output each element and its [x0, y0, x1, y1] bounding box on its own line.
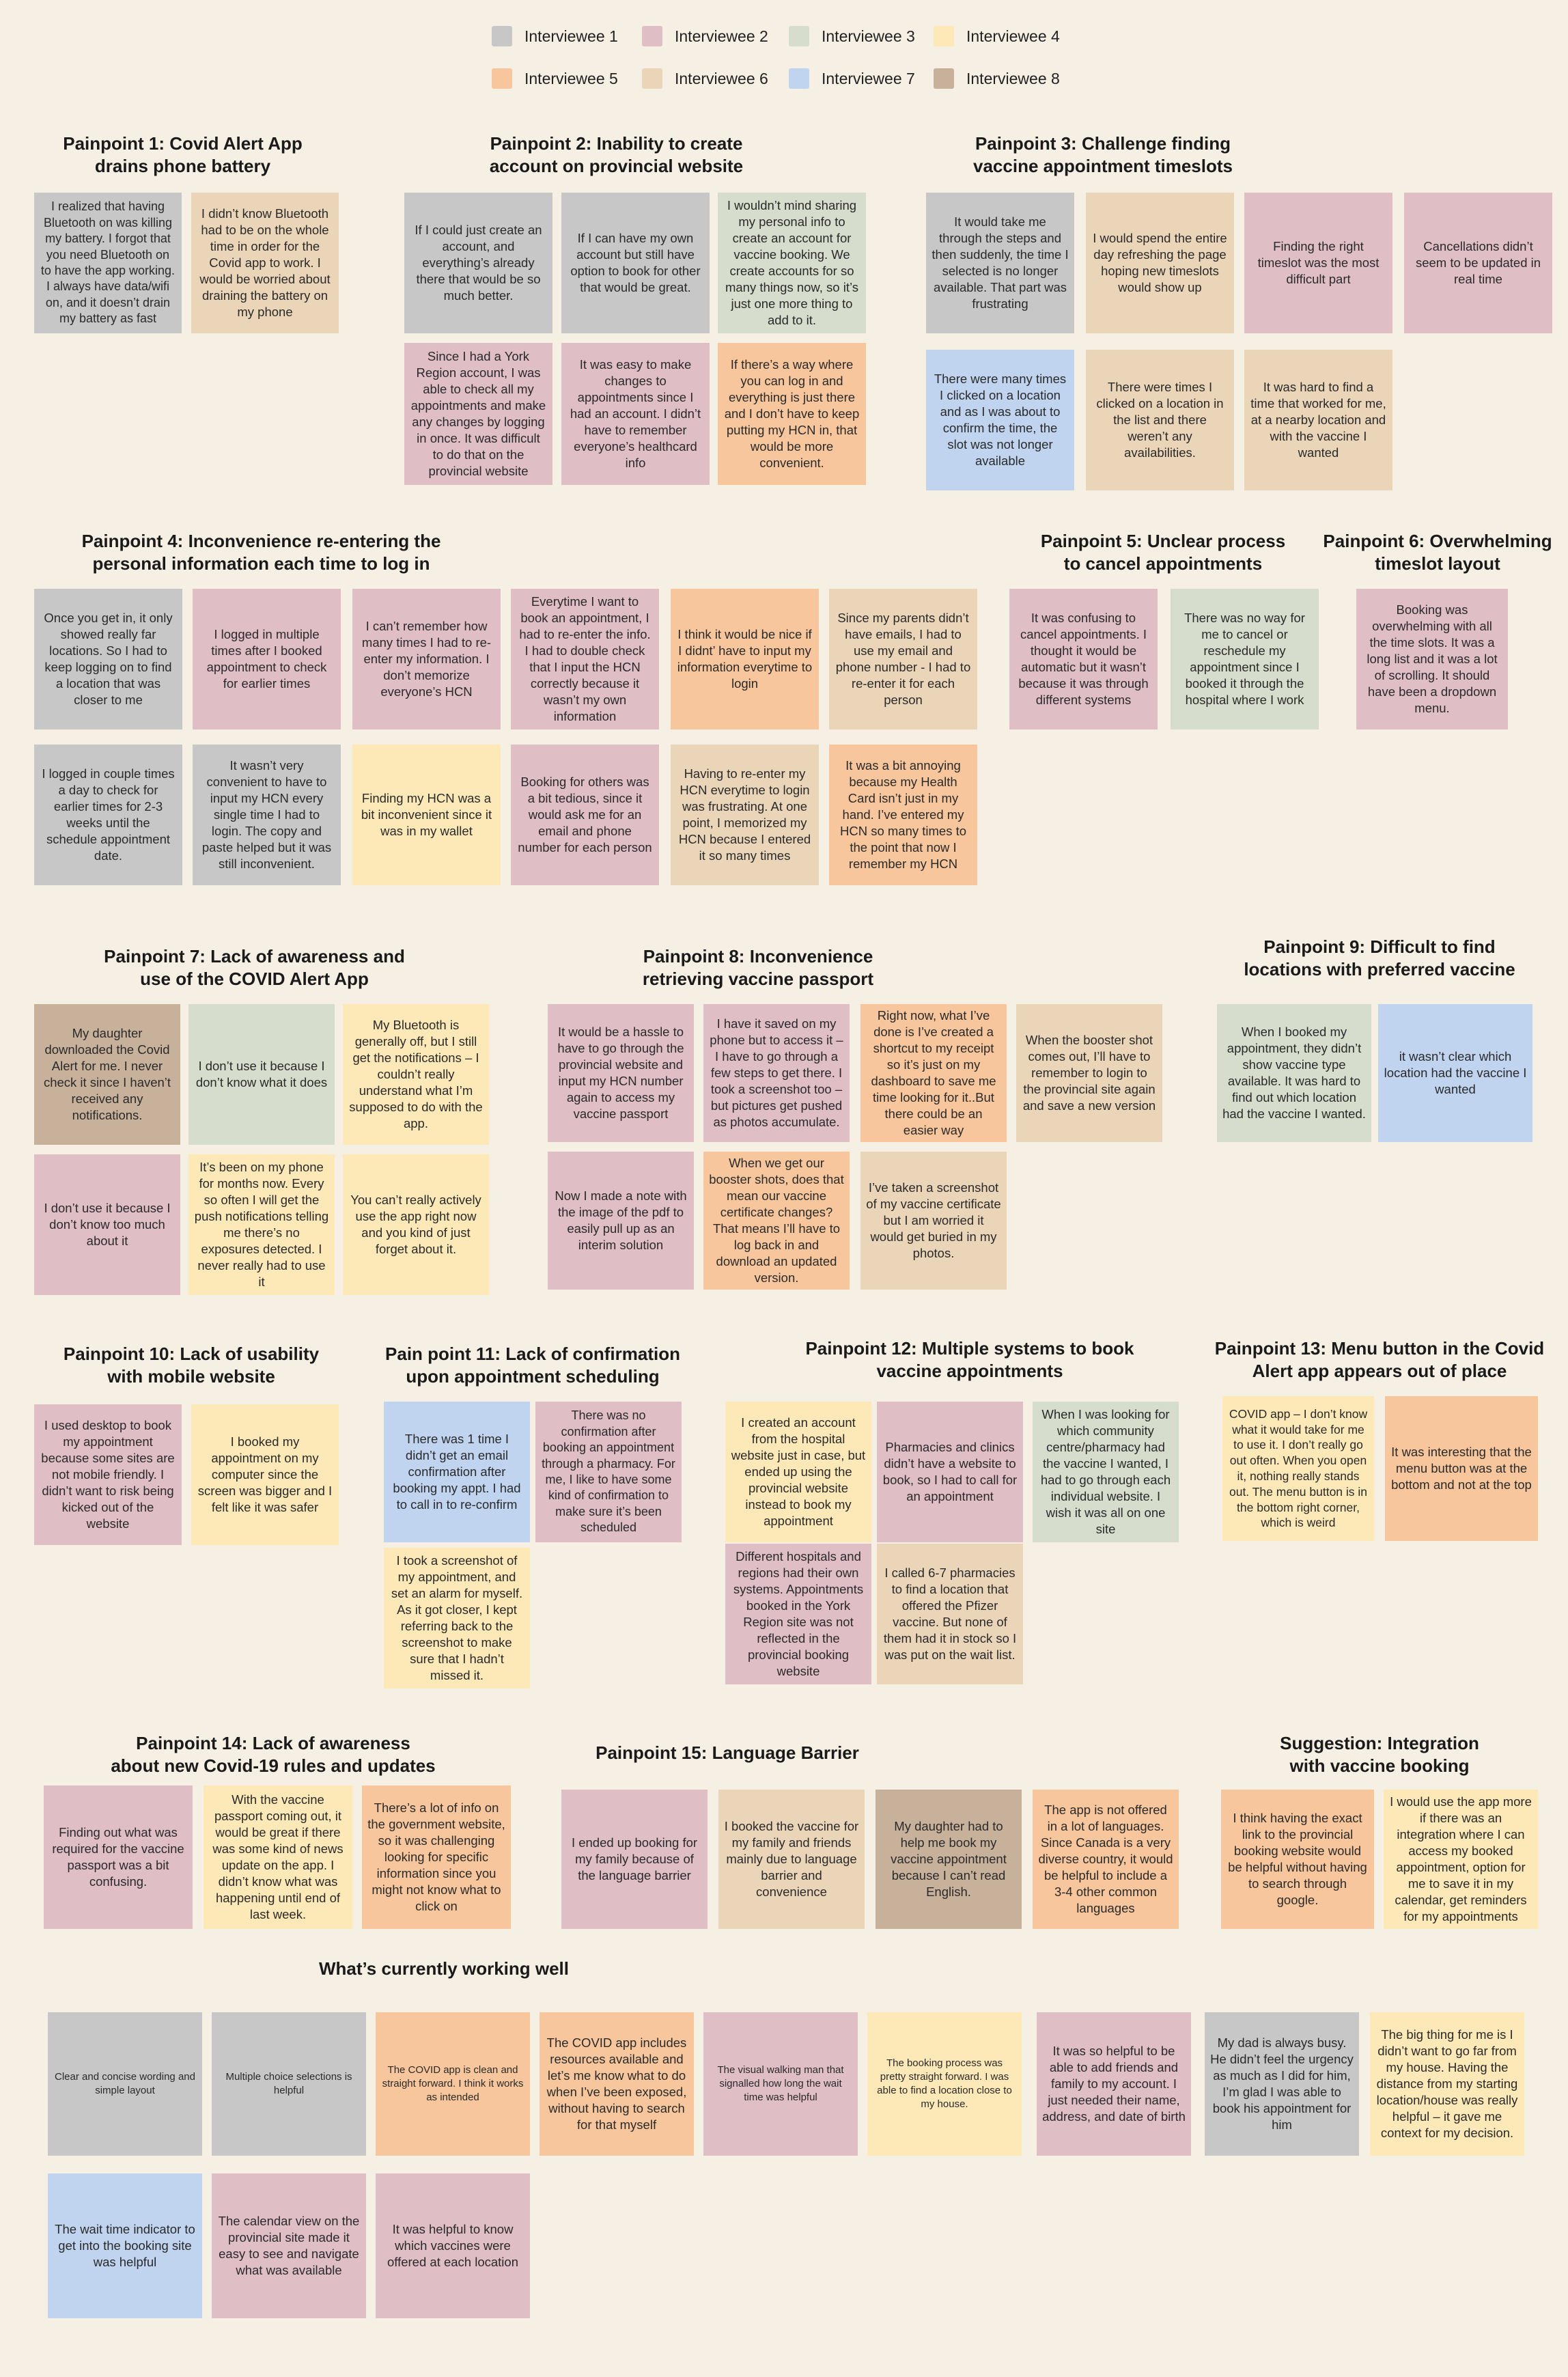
sticky-note: My Bluetooth is generally off, but I still get the notifications – I couldn’t really understand what I’m supposed to do with the app.: [343, 1004, 489, 1145]
sticky-note: Different hospitals and regions had their own systems. Appointments booked in the York Region site was not reflected in the provincial booking website: [725, 1544, 871, 1684]
sticky-note: There was no confirmation after booking an appointment through a pharmacy. For me, I like to have some kind of confirmation to make sure it’s been scheduled: [535, 1402, 682, 1542]
sticky-note: I booked the vaccine for my family and friends mainly due to language barrier and convenience: [718, 1790, 865, 1929]
sticky-note: I think it would be nice if I didnt’ have to input my information everytime to login: [671, 589, 819, 729]
heading-line: to cancel appointments: [1063, 553, 1263, 574]
legend-swatch: [934, 26, 954, 46]
sticky-note: I created an account from the hospital website just in case, but ended up using the provincial website instead to book my appointment: [725, 1402, 871, 1542]
heading-line: What’s currently working well: [319, 1958, 569, 1979]
sticky-note: When I was looking for which community centre/pharmacy had the vaccine I wanted, I had to go through each individual website. I wish it was all on one site: [1033, 1402, 1179, 1542]
sticky-note: I wouldn’t mind sharing my personal info to create an account for vaccine booking. We create accounts for so many things now, so it’s just one more thing to add to it.: [718, 193, 866, 333]
legend-label: Interviewee 8: [966, 69, 1060, 87]
legend-item-interviewee-3: [789, 26, 915, 46]
sticky-note: It would be a hassle to have to go through the provincial website and input my HCN number again to access my vaccine passport: [548, 1004, 694, 1142]
heading-line: Painpoint 3: Challenge finding: [975, 133, 1231, 154]
painpoint-2-heading: [403, 133, 830, 178]
legend-swatch: [934, 68, 954, 89]
sticky-note: It was confusing to cancel appointments. I thought it would be automatic but it wasn’t because it was through different systems: [1009, 589, 1158, 729]
sticky-note: I called 6-7 pharmacies to find a location that offered the Pfizer vaccine. But none of them had it in stock so I was put on the wait list.: [877, 1544, 1023, 1684]
sticky-note: Finding my HCN was a bit inconvenient since it was in my wallet: [352, 745, 501, 885]
sticky-note: There’s a lot of info on the government website, so it was challenging looking for specific information since you might not know what to click on: [362, 1785, 511, 1929]
sticky-note: I used desktop to book my appointment because some sites are not mobile friendly. I didn’t want to risk being kicked out of the website: [34, 1404, 182, 1545]
sticky-note: I would use the app more if there was an integration where I can access my booked appointment, option for me to save it in my calendar, get reminders for my appointments: [1384, 1790, 1538, 1929]
sticky-note: Once you get in, it only showed really far locations. So I had to keep logging on to find a location that was closer to me: [34, 589, 182, 729]
painpoint-7-heading: [55, 945, 454, 990]
legend-item-interviewee-4: [934, 26, 1060, 46]
sticky-note: Pharmacies and clinics didn’t have a website to book, so I had to call for an appointment: [877, 1402, 1023, 1542]
legend-label: Interviewee 3: [822, 27, 915, 45]
sticky-note: It was interesting that the menu button was at the bottom and not at the top: [1385, 1396, 1538, 1541]
legend-item-interviewee-1: [492, 26, 618, 46]
painpoint-6-heading: [1315, 530, 1560, 575]
painpoint-8-heading: [567, 945, 949, 990]
legend-label: Interviewee 5: [524, 69, 618, 87]
painpoint-15-heading: [560, 1742, 895, 1764]
sticky-note: There was 1 time I didn’t get an email confirmation after booking my appt. I had to call in to re-confirm: [384, 1402, 530, 1542]
sticky-note: The big thing for me is I didn’t want to go far from my house. Having the distance from my starting location/house was really helpful – it gave me context for my decision.: [1370, 2012, 1524, 2156]
sticky-note: I didn’t know Bluetooth had to be on the whole time in order for the Covid app to work. I would be worried about draining the battery on my phone: [191, 193, 339, 333]
sticky-note: It wasn’t very convenient to have to input my HCN every single time I had to login. The copy and paste helped but it was still inconvenient.: [193, 745, 341, 885]
legend-swatch: [492, 26, 512, 46]
sticky-note: There were times I clicked on a location in the list and there weren’t any availabilities.: [1086, 350, 1234, 490]
sticky-note: If I could just create an account, and everything’s already there that would be so much better.: [404, 193, 552, 333]
painpoint-13-heading: [1209, 1337, 1550, 1382]
sticky-note: Finding out what was required for the vaccine passport was a bit confusing.: [44, 1785, 193, 1929]
sticky-note: The wait time indicator to get into the booking site was helpful: [48, 2173, 202, 2318]
painpoint-1-heading: [20, 133, 345, 178]
heading-line: Painpoint 6: Overwhelming: [1323, 531, 1552, 551]
sticky-note: When we get our booster shots, does that mean our vaccine certificate changes? That means I’ll have to log back in and download an updated version.: [703, 1152, 850, 1290]
painpoint-5-heading: [1003, 530, 1324, 575]
sticky-note: I booked my appointment on my computer since the screen was bigger and I felt like it was safer: [191, 1404, 339, 1545]
heading-line: personal information each time to log in: [92, 553, 430, 574]
sticky-note: I can’t remember how many times I had to re-enter my information. I don’t memorize everyone’s HCN: [352, 589, 501, 729]
sticky-note: Finding the right timeslot was the most difficult part: [1244, 193, 1392, 333]
painpoint-14-heading: [68, 1732, 478, 1777]
painpoint-4-heading: [27, 530, 495, 575]
painpoint-10-heading: [27, 1343, 355, 1388]
sticky-note: With the vaccine passport coming out, it would be great if there was some kind of news update on the app. I didn’t know what was happening until end of last week.: [204, 1785, 352, 1929]
heading-line: Painpoint 10: Lack of usability: [63, 1344, 320, 1364]
heading-line: with mobile website: [107, 1366, 275, 1387]
legend-item-interviewee-5: [492, 68, 618, 89]
heading-line: Suggestion: Integration: [1280, 1733, 1479, 1753]
heading-line: about new Covid-19 rules and updates: [111, 1755, 436, 1776]
heading-line: Painpoint 8: Inconvenience: [643, 946, 873, 967]
sticky-note: I logged in multiple times after I booked appointment to check for earlier times: [193, 589, 341, 729]
legend-item-interviewee-2: [642, 26, 768, 46]
sticky-note: I don’t use it because I don’t know what it does: [188, 1004, 335, 1145]
sticky-note: Since my parents didn’t have emails, I had to use my email and phone number - I had to re-enter it for each person: [829, 589, 977, 729]
legend-swatch: [642, 26, 662, 46]
sticky-note: Having to re-enter my HCN everytime to login was frustrating. At one point, I memorized my HCN because I entered it so many times: [671, 745, 819, 885]
sticky-note: If there’s a way where you can log in and everything is just there and I don’t have to keep putting my HCN in, that would be more convenient.: [718, 343, 866, 485]
sticky-note: My dad is always busy. He didn’t feel the urgency as much as I did for him, I’m glad I was able to book his appointment for him: [1205, 2012, 1359, 2156]
sticky-note: The COVID app is clean and straight forward. I think it works as intended: [376, 2012, 530, 2156]
heading-line: with vaccine booking: [1289, 1755, 1470, 1776]
sticky-note: It’s been on my phone for months now. Every so often I will get the push notifications telling me there’s no exposures detected. I never really had to use it: [188, 1154, 335, 1295]
sticky-note: Booking for others was a bit tedious, since it would ask me for an email and phone number for each person: [511, 745, 659, 885]
heading-line: use of the COVID Alert App: [140, 969, 369, 989]
heading-line: Painpoint 13: Menu button in the Covid: [1214, 1338, 1545, 1359]
sticky-note: Now I made a note with the image of the pdf to easily pull up as an interim solution: [548, 1152, 694, 1290]
sticky-note: I have it saved on my phone but to access it – I have to go through a few steps to get there. I took a screenshot too – but pictures get pushed as photos accumulate.: [703, 1004, 850, 1142]
sticky-note: It was so helpful to be able to add friends and family to my account. I just needed their name, address, and date of birth: [1037, 2012, 1191, 2156]
heading-line: vaccine appointment timeslots: [973, 156, 1233, 176]
sticky-note: Right now, what I’ve done is I’ve created a shortcut to my receipt so it’s just on my dashboard to save me time looking for it..But there could be an easier way: [860, 1004, 1007, 1142]
legend-label: Interviewee 2: [675, 27, 768, 45]
sticky-note: I would spend the entire day refreshing the page hoping new timeslots would show up: [1086, 193, 1234, 333]
sticky-note: My daughter had to help me book my vaccine appointment because I can’t read English.: [876, 1790, 1022, 1929]
legend-item-interviewee-6: [642, 68, 768, 89]
legend-swatch: [492, 68, 512, 89]
sticky-note: Clear and concise wording and simple layout: [48, 2012, 202, 2156]
legend-label: Interviewee 1: [524, 27, 618, 45]
legend-swatch: [789, 26, 809, 46]
legend-item-interviewee-8: [934, 68, 1060, 89]
heading-line: Painpoint 14: Lack of awareness: [136, 1733, 410, 1753]
heading-line: retrieving vaccine passport: [642, 969, 874, 989]
sticky-note: I realized that having Bluetooth on was killing my battery. I forgot that you need Bluetooth on to have the app working. I always have data/wifi on, and it doesn’t drain my battery as fast: [34, 193, 182, 333]
sticky-note: Booking was overwhelming with all the time slots. It was a long list and it was a lot of scrolling. It should have been a dropdown menu.: [1356, 589, 1508, 729]
legend-swatch: [642, 68, 662, 89]
sticky-note: My daughter downloaded the Covid Alert for me. I never check it since I haven’t received any notifications.: [34, 1004, 180, 1145]
sticky-note: When the booster shot comes out, I’ll have to remember to login to the provincial site again and save a new version: [1016, 1004, 1162, 1142]
sticky-note: There was no way for me to cancel or reschedule my appointment since I booked it through the hospital where I work: [1171, 589, 1319, 729]
heading-line: account on provincial website: [489, 156, 744, 176]
legend-swatch: [789, 68, 809, 89]
painpoint-11-heading: [369, 1343, 697, 1388]
sticky-note: I took a screenshot of my appointment, and set an alarm for myself. As it got closer, I kept referring back to the screenshot to make sure that I hadn’t missed it.: [384, 1548, 530, 1688]
painpoint-9-heading: [1216, 936, 1543, 981]
heading-line: drains phone battery: [94, 156, 271, 176]
sticky-note: it wasn’t clear which location had the vaccine I wanted: [1378, 1004, 1532, 1142]
sticky-note: When I booked my appointment, they didn’t show vaccine type available. It was hard to find out which location had the vaccine I wanted.: [1217, 1004, 1371, 1142]
sticky-note: The booking process was pretty straight forward. I was able to find a location close to my house.: [867, 2012, 1022, 2156]
sticky-note: The COVID app includes resources available and let’s me know what to do when I’ve been exposed, without having to search for that myself: [540, 2012, 694, 2156]
sticky-note: It would take me through the steps and then suddenly, the time I selected is no longer available. That part was frustrating: [926, 193, 1074, 333]
sticky-note: You can’t really actively use the app right now and you kind of just forget about it.: [343, 1154, 489, 1295]
heading-line: upon appointment scheduling: [406, 1366, 660, 1387]
sticky-note: If I can have my own account but still have option to book for other that would be great.: [561, 193, 710, 333]
legend-item-interviewee-7: [789, 68, 915, 89]
heading-line: Painpoint 12: Multiple systems to book: [805, 1338, 1134, 1359]
sticky-note: It was helpful to know which vaccines were offered at each location: [376, 2173, 530, 2318]
sticky-note: It was easy to make changes to appointments since I had an account. I didn’t have to remember everyone’s healthcard info: [561, 343, 710, 485]
sticky-note: The calendar view on the provincial site made it easy to see and navigate what was available: [212, 2173, 366, 2318]
legend-label: Interviewee 6: [675, 69, 768, 87]
sticky-note: I think having the exact link to the provincial booking website would be helpful without having to search through google.: [1221, 1790, 1374, 1929]
heading-line: Painpoint 5: Unclear process: [1040, 531, 1286, 551]
legend-label: Interviewee 7: [822, 69, 915, 87]
sticky-note: I logged in couple times a day to check for earlier times for 2-3 weeks until the schedule appointment date.: [34, 745, 182, 885]
sticky-note: I don’t use it because I don’t know too much about it: [34, 1154, 180, 1295]
heading-line: Alert app appears out of place: [1252, 1361, 1507, 1381]
heading-line: Pain point 11: Lack of confirmation: [385, 1344, 680, 1364]
sticky-note: The visual walking man that signalled how long the wait time was helpful: [703, 2012, 858, 2156]
heading-line: Painpoint 2: Inability to create: [490, 133, 743, 154]
heading-line: timeslot layout: [1375, 553, 1500, 574]
working-well-heading: [273, 1958, 615, 1980]
heading-line: vaccine appointments: [876, 1361, 1063, 1381]
sticky-note: Multiple choice selections is helpful: [212, 2012, 366, 2156]
painpoint-12-heading: [772, 1337, 1168, 1382]
heading-line: Painpoint 7: Lack of awareness and: [104, 946, 405, 967]
sticky-note: Cancellations didn’t seem to be updated in real time: [1404, 193, 1552, 333]
suggestion-heading: [1229, 1732, 1530, 1777]
sticky-note: The app is not offered in a lot of languages. Since Canada is a very diverse country, it would be helpful to include a 3-4 other common languages: [1033, 1790, 1179, 1929]
heading-line: Painpoint 9: Difficult to find: [1263, 936, 1496, 957]
sticky-note: It was hard to find a time that worked for me, at a nearby location and with the vaccine I wanted: [1244, 350, 1392, 490]
heading-line: Painpoint 4: Inconvenience re-entering the: [81, 531, 441, 551]
heading-line: Painpoint 15: Language Barrier: [596, 1742, 859, 1763]
painpoint-3-heading: [925, 133, 1280, 178]
sticky-note: I’ve taken a screenshot of my vaccine certificate but I am worried it would get buried in my photos.: [860, 1152, 1007, 1290]
heading-line: locations with preferred vaccine: [1244, 959, 1515, 979]
sticky-note: Since I had a York Region account, I was able to check all my appointments and make any changes by logging in once. It was difficult to do that on the provincial website: [404, 343, 552, 485]
sticky-note: COVID app – I don’t know what it would take for me to use it. I don’t really go out often. When you open it, nothing really stands out. The menu button is in the bottom right corner, which is weird: [1222, 1396, 1374, 1541]
sticky-note: Everytime I want to book an appointment, I had to re-enter the info. I had to double check that I input the HCN correctly because it wasn’t my own information: [511, 589, 659, 729]
heading-line: Painpoint 1: Covid Alert App: [63, 133, 303, 154]
legend-label: Interviewee 4: [966, 27, 1060, 45]
sticky-note: There were many times I clicked on a location and as I was about to confirm the time, the slot was not longer available: [926, 350, 1074, 490]
sticky-note: I ended up booking for my family because of the language barrier: [561, 1790, 708, 1929]
sticky-note: It was a bit annoying because my Health Card isn’t just in my hand. I’ve entered my HCN so many times to the point that now I remember my HCN: [829, 745, 977, 885]
